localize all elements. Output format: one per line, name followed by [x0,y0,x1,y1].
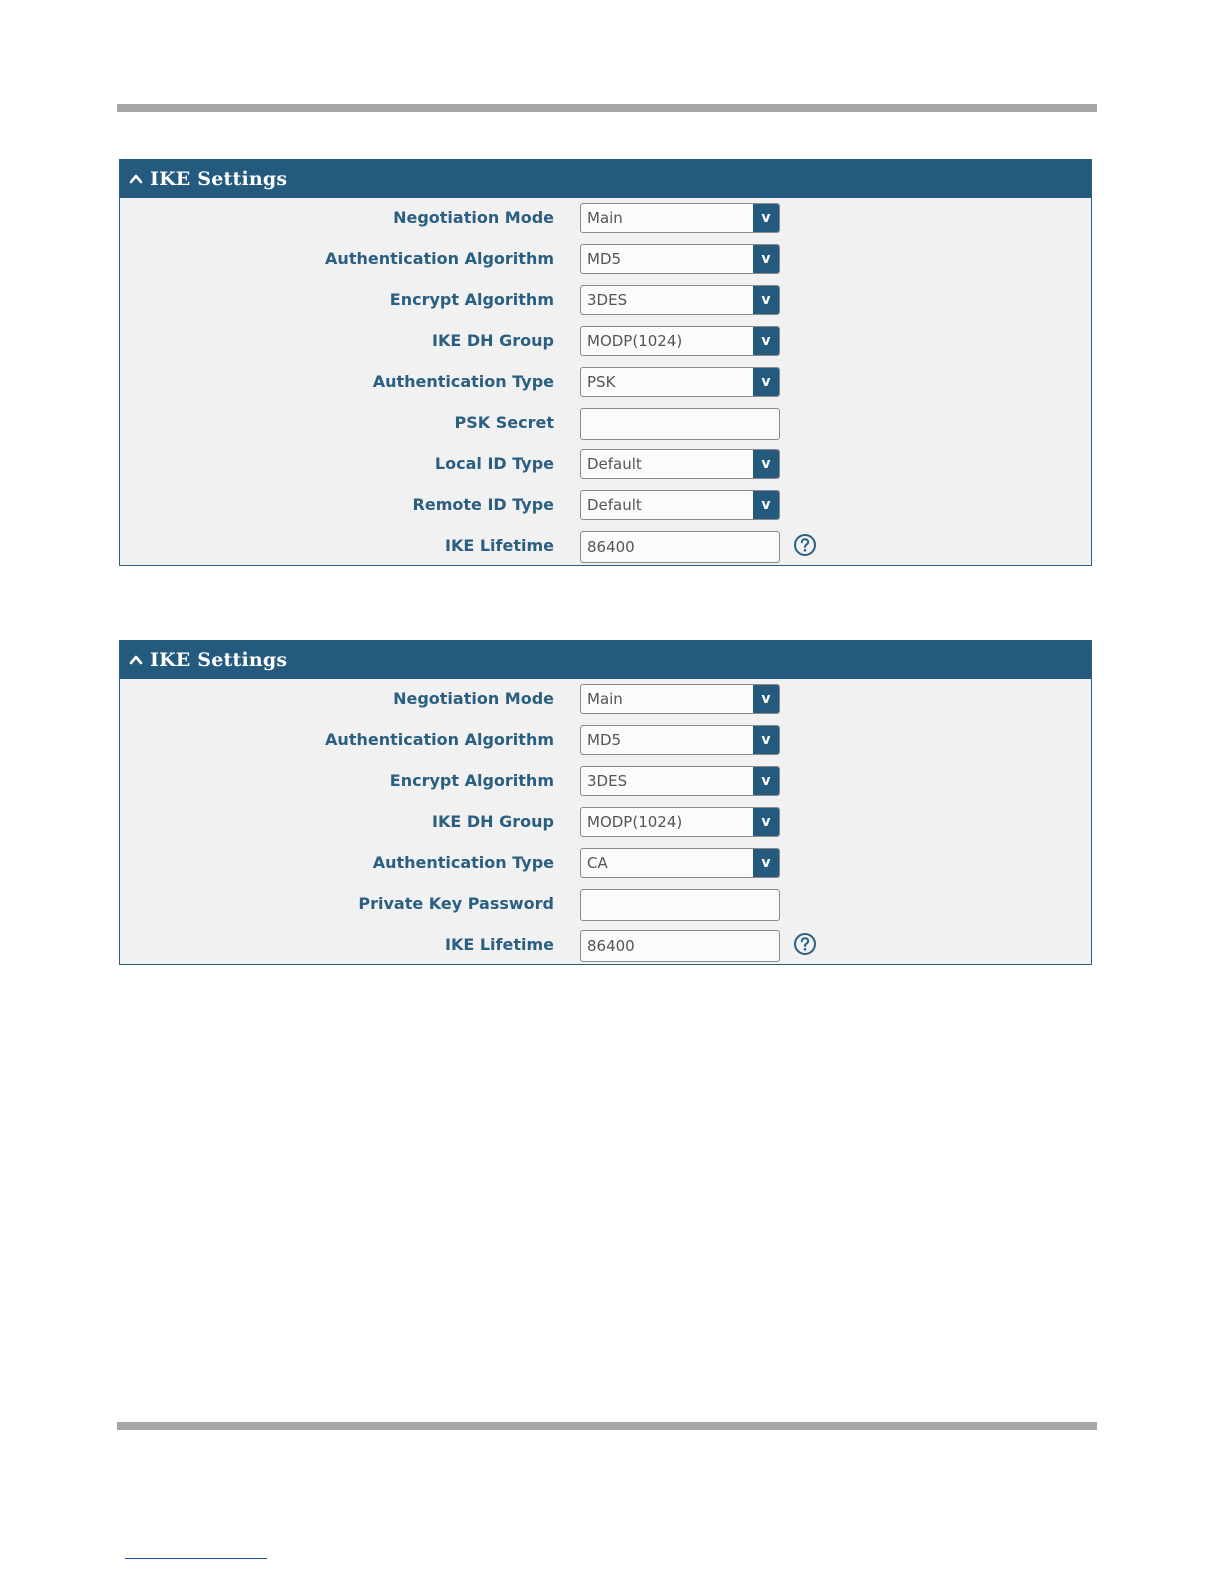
field-row-local-id-type [120,449,1091,490]
field-row-encrypt-algorithm [120,766,1091,807]
field-row-authentication-algorithm [120,244,1091,285]
ike-dh-group-select[interactable] [580,326,780,356]
field-row-authentication-type [120,367,1091,408]
field-label: IKE DH Group [432,331,554,350]
ike-lifetime-input[interactable] [580,930,780,962]
panel-header[interactable] [120,641,1091,679]
field-row-ike-lifetime [120,531,1091,572]
help-circle-icon[interactable] [793,932,817,956]
field-label: IKE Lifetime [445,536,554,555]
select-value: PSK [587,373,616,391]
encrypt-algorithm-select[interactable] [580,766,780,796]
select-value: Main [587,209,623,227]
authentication-type-select[interactable] [580,848,780,878]
field-label: Authentication Type [372,372,554,391]
panel-header[interactable] [120,160,1091,198]
page-header-rule [117,104,1097,112]
local-id-type-select[interactable] [580,449,780,479]
select-value: CA [587,854,608,872]
authentication-type-select[interactable] [580,367,780,397]
field-label: Local ID Type [434,454,554,473]
field-label: Negotiation Mode [393,689,554,708]
field-row-ike-lifetime [120,930,1091,971]
select-value: Default [587,455,642,473]
chevron-down-icon[interactable]: v [753,767,779,795]
field-label: Negotiation Mode [393,208,554,227]
select-value: MD5 [587,731,622,749]
field-row-authentication-type [120,848,1091,889]
field-row-psk-secret [120,408,1091,449]
field-label: Encrypt Algorithm [389,290,554,309]
panel-title: IKE Settings [150,168,288,190]
field-row-private-key-password [120,889,1091,930]
negotiation-mode-select[interactable] [580,684,780,714]
chevron-down-icon[interactable]: v [753,204,779,232]
select-value: Main [587,690,623,708]
chevron-up-icon[interactable] [128,171,144,187]
field-label: Private Key Password [358,894,554,913]
field-row-remote-id-type [120,490,1091,531]
field-label: Encrypt Algorithm [389,771,554,790]
select-value: MODP(1024) [587,332,683,350]
help-circle-icon[interactable] [793,533,817,557]
authentication-algorithm-select[interactable] [580,725,780,755]
field-label: Authentication Algorithm [325,249,554,268]
select-value: Default [587,496,642,514]
chevron-down-icon[interactable]: v [753,245,779,273]
select-value: MODP(1024) [587,813,683,831]
field-label: PSK Secret [454,413,554,432]
authentication-algorithm-select[interactable] [580,244,780,274]
chevron-down-icon[interactable]: v [753,286,779,314]
field-row-negotiation-mode [120,203,1091,244]
field-label: Authentication Algorithm [325,730,554,749]
field-row-authentication-algorithm [120,725,1091,766]
chevron-down-icon[interactable]: v [753,368,779,396]
field-row-negotiation-mode [120,684,1091,725]
field-row-ike-dh-group [120,326,1091,367]
psk-secret-input[interactable] [580,408,780,440]
field-row-encrypt-algorithm [120,285,1091,326]
chevron-down-icon[interactable]: v [753,327,779,355]
select-value: 3DES [587,772,628,790]
select-value: 3DES [587,291,628,309]
private-key-password-input[interactable] [580,889,780,921]
chevron-down-icon[interactable]: v [753,849,779,877]
ike-dh-group-select[interactable] [580,807,780,837]
field-label: Authentication Type [372,853,554,872]
encrypt-algorithm-select[interactable] [580,285,780,315]
field-row-ike-dh-group [120,807,1091,848]
footnote-separator [125,1558,267,1559]
page-footer-rule [117,1422,1097,1430]
chevron-down-icon[interactable]: v [753,685,779,713]
chevron-down-icon[interactable]: v [753,808,779,836]
ike-settings-panel-psk [119,159,1092,566]
chevron-down-icon[interactable]: v [753,726,779,754]
ike-lifetime-input[interactable] [580,531,780,563]
select-value: MD5 [587,250,622,268]
ike-settings-panel-ca [119,640,1092,965]
field-label: Remote ID Type [412,495,554,514]
panel-title: IKE Settings [150,649,288,671]
negotiation-mode-select[interactable] [580,203,780,233]
chevron-up-icon[interactable] [128,652,144,668]
field-label: IKE Lifetime [445,935,554,954]
chevron-down-icon[interactable]: v [753,491,779,519]
field-label: IKE DH Group [432,812,554,831]
remote-id-type-select[interactable] [580,490,780,520]
chevron-down-icon[interactable]: v [753,450,779,478]
